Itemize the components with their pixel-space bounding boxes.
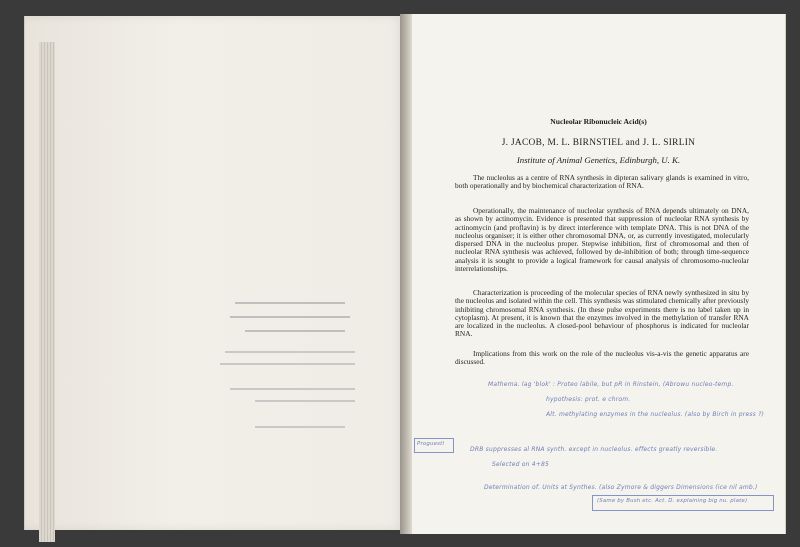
page-stack-edge	[39, 42, 55, 542]
handwritten-note: Determination of. Units at Synthes. (also Zymore & diggers Dimensions (ice nil amb.)	[484, 484, 758, 491]
paper-authors: J. JACOB, M. L. BIRNSTIEL and J. L. SIRLIN	[501, 138, 696, 148]
paper-institute: Institute of Animal Genetics, Edinburgh, U. K.	[516, 155, 681, 165]
handwritten-note: Alt. methylating enzymes in the nucleolus. (also by Birch in press ?)	[546, 411, 765, 418]
bleed-through-line	[230, 316, 350, 318]
bleed-through-line	[230, 388, 355, 390]
abstract-paragraph: Implications from this work on the role of the nucleolus vis-a-vis the genetic apparatus are discussed.	[455, 349, 749, 367]
bleed-through-line	[235, 302, 345, 304]
right-page	[412, 14, 786, 534]
bleed-through-line	[245, 330, 345, 332]
handwritten-note: hypothesis: prot. e chrom.	[546, 396, 631, 403]
bleed-through-line	[225, 351, 355, 353]
handwritten-note: (Same by Bush etc. Act. D. explaining big nu. plate)	[597, 498, 748, 504]
left-page	[24, 16, 405, 530]
bleed-through-line	[220, 363, 355, 365]
abstract-paragraph: Characterization is proceeding of the molecular species of RNA newly synthesized in situ by the nucleolus and isolated within the cell. This synthesis was stimulated chemically after previously inhibiting chromosomal RNA synthesis. (In these pulse experiments there is no label taken up in cytoplasm). At present, it is known that the enzymes involved in the methylation of transfer RNA are localized in the nucleolus. A closed-pool behaviour of phosphorus is indicated for nucleolar RNA.	[455, 288, 749, 339]
bleed-through-line	[255, 400, 355, 402]
handwritten-note: Proguestl	[417, 441, 445, 447]
handwritten-note: DRB suppresses al RNA synth. except in nucleolus. effects greatly reversible.	[470, 446, 718, 453]
handwritten-note: Selected on 4+85	[492, 461, 549, 468]
abstract-paragraph: Operationally, the maintenance of nucleolar synthesis of RNA depends ultimately on DNA, as shown by actinomycin. Evidence is presented that suppression of nucleolar RNA synthesis by actinomycin (and proflavin) is by direct interference with template DNA. This is not DNA of the nucleolus organiser; it is either other chromosomal DNA, or, as currently investigated, molecularly dispersed DNA in the nucleolus proper. Stepwise inhibition, first of chromosomal and then of nucleolar RNA synthesis was achieved, followed by de-inhibition of both; through time-sequence analysis it is sought to provide a logical framework for causal analysis of chromosomo-nucleolar interrelationships.	[455, 206, 749, 273]
bleed-through-line	[255, 426, 345, 428]
handwritten-note: Mathema. lag 'blok' : Proteo labile, but pR in Rinstein, (Abrowu nucleo-temp.	[488, 381, 734, 388]
abstract-paragraph: The nucleolus as a centre of RNA synthesis in dipteran salivary glands is examined in vitro, both operationally and by biochemical characterization of RNA.	[455, 173, 749, 191]
paper-title: Nucleolar Ribonucleic Acid(s)	[550, 117, 647, 126]
